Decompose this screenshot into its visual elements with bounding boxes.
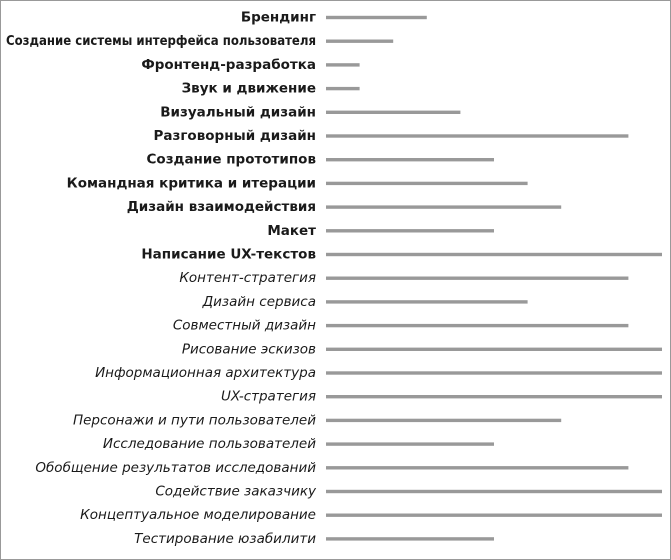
category-label: Написание UX-текстов (141, 246, 316, 263)
bar (326, 442, 494, 445)
category-label: Разговорный дизайн (153, 128, 316, 144)
bar (326, 348, 662, 351)
category-label: Концептуальное моделирование (80, 507, 316, 524)
category-label: Создание прототипов (146, 151, 316, 168)
bar (326, 466, 628, 469)
bar (326, 371, 662, 374)
bar (326, 87, 360, 90)
category-label: Дизайн сервиса (202, 293, 316, 310)
bars (326, 16, 662, 541)
bar (326, 514, 662, 517)
bar (326, 277, 628, 280)
category-label: Макет (267, 222, 316, 239)
bar (326, 40, 393, 43)
bar (326, 300, 528, 303)
bar (326, 395, 662, 398)
category-label: Информационная архитектура (95, 365, 316, 381)
category-label: Брендинг (240, 9, 316, 26)
category-label: Визуальный дизайн (160, 104, 316, 121)
bar (326, 490, 662, 493)
category-label: Содействие заказчику (155, 483, 316, 500)
bar (326, 158, 494, 161)
bar (326, 205, 561, 208)
bar (326, 253, 662, 256)
category-label: Рисование эскизов (181, 341, 316, 358)
bar (326, 134, 628, 137)
category-label: Звук и движение (181, 80, 316, 97)
category-label: Тестирование юзабилити (134, 530, 316, 547)
bar (326, 182, 528, 185)
bar (326, 111, 460, 114)
category-label: Совместный дизайн (172, 317, 316, 334)
bar (326, 229, 494, 232)
bar (326, 16, 427, 19)
category-label: Персонажи и пути пользователей (72, 412, 316, 429)
bar (326, 537, 494, 540)
bar (326, 419, 561, 422)
category-label: UX-стратегия (220, 388, 316, 405)
category-label: Дизайн взаимодействия (126, 199, 316, 216)
category-label: Фронтенд-разработка (141, 56, 316, 73)
bar (326, 63, 360, 66)
category-label: Контент-стратегия (179, 270, 316, 287)
category-label: Обобщение результатов исследований (35, 459, 316, 476)
category-labels (6, 10, 317, 547)
category-label: Создание системы интерфейса пользователя (6, 33, 316, 50)
category-label: Командная критика и итерации (66, 175, 316, 192)
bar (326, 324, 628, 327)
category-label: Исследование пользователей (102, 436, 316, 453)
